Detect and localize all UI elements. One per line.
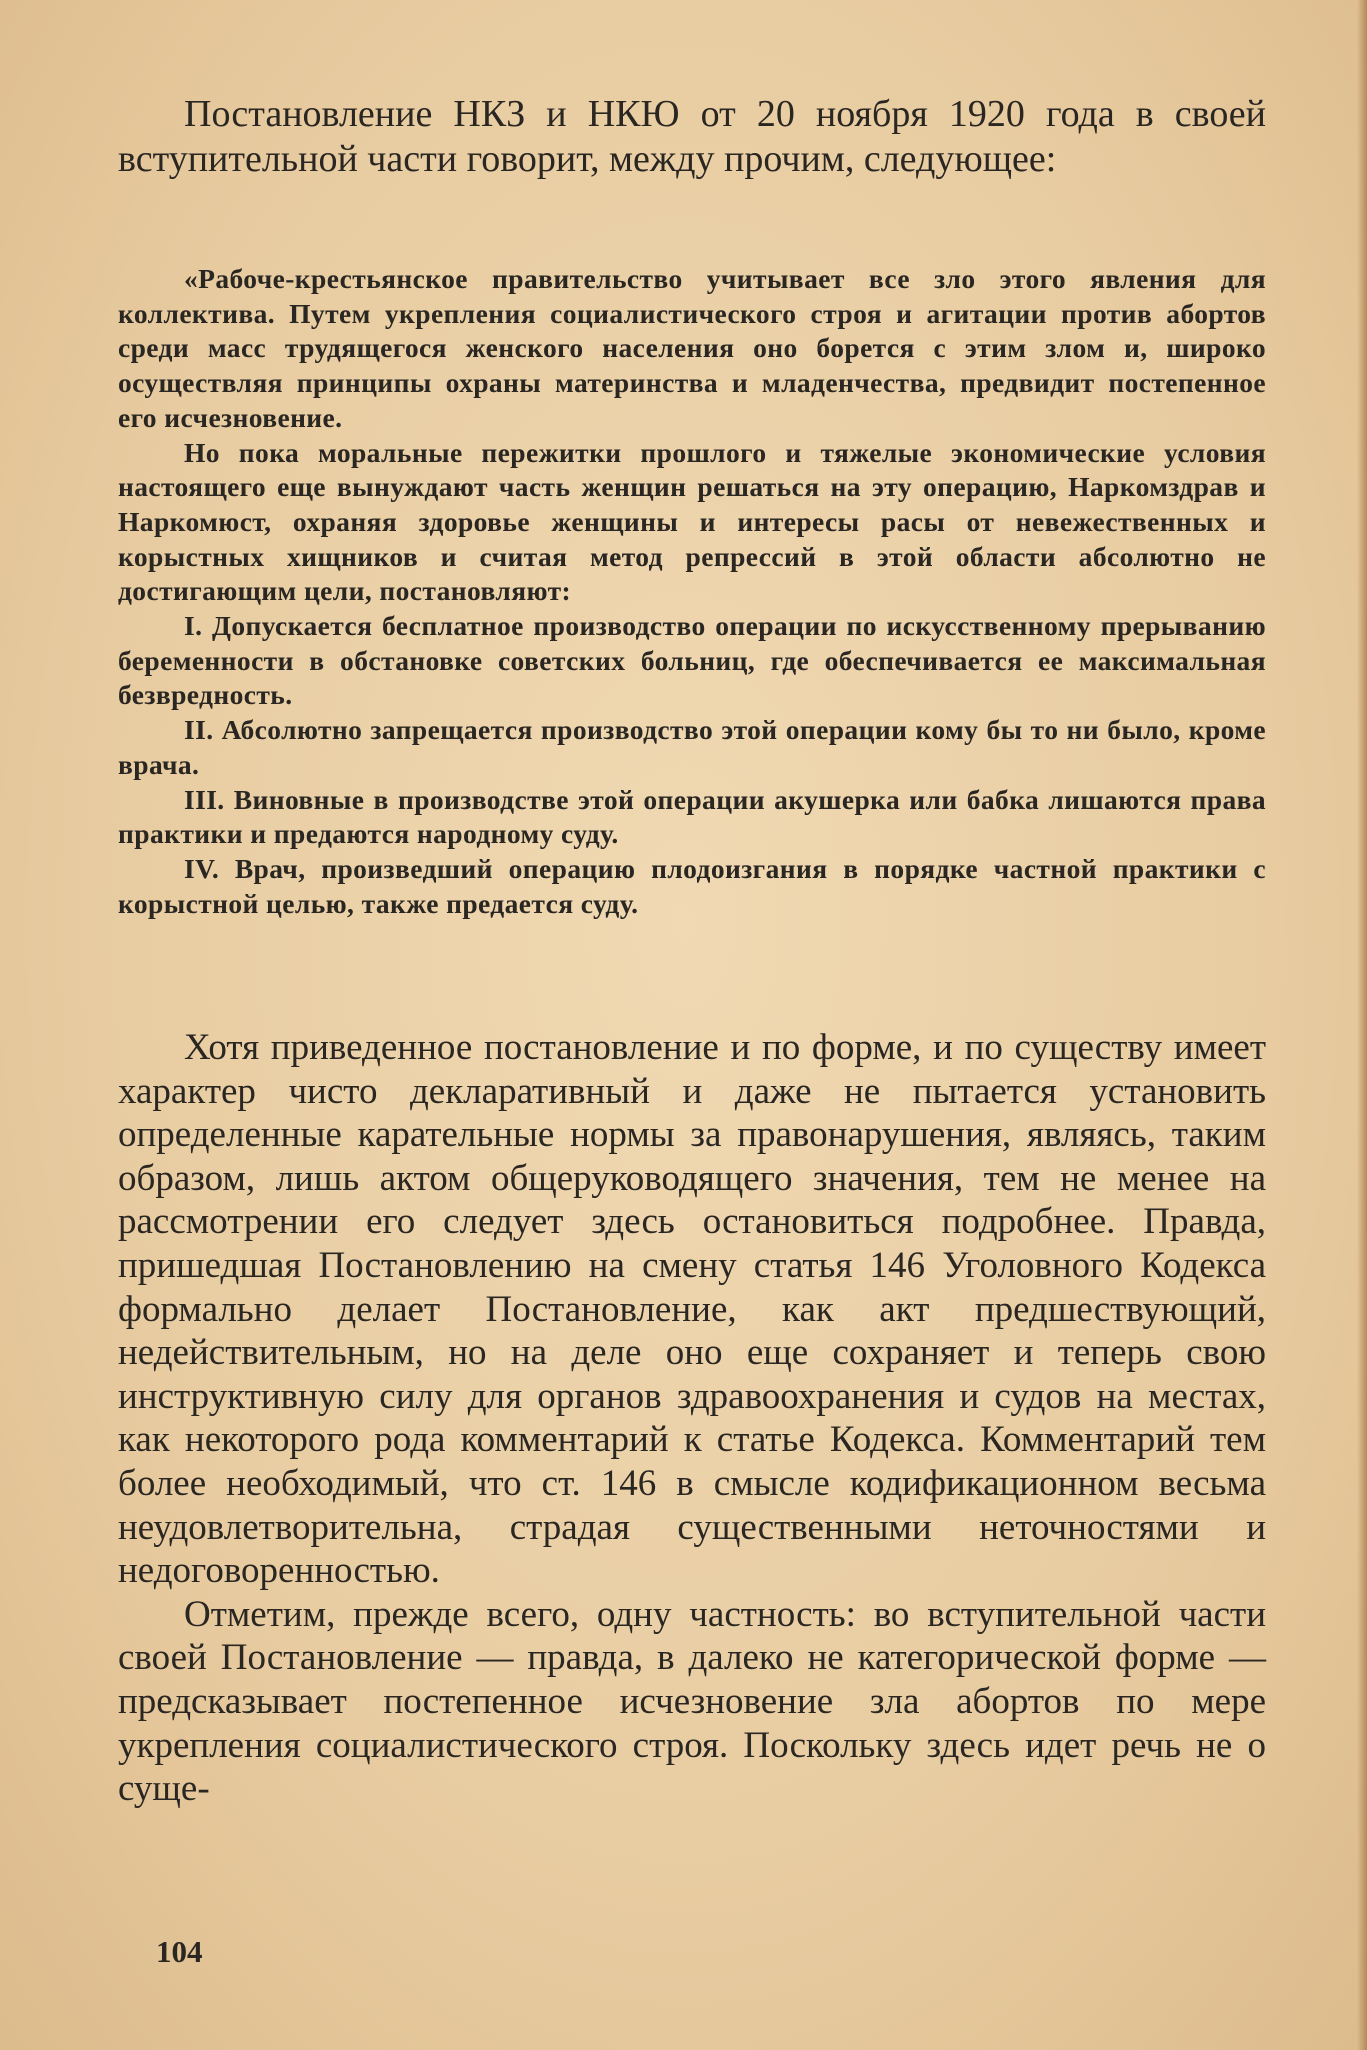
quote-item-4: IV. Врач, произведший операцию плодоизгания в порядке частной практики с корыстной целью, также предается суду. <box>118 852 1266 919</box>
body-text <box>118 1026 1266 1811</box>
quote-item-1: I. Допускается бесплатное производство операции по искусственному прерыванию беременности в обстановке советских больниц, где обеспечивается ее максимальная безвредность. <box>118 610 1266 711</box>
quote-item-2: II. Абсолютно запрещается производство этой операции кому бы то ни было, кроме врача. <box>118 714 1266 780</box>
quote-paragraph-2: Но пока моральные пережитки прошлого и тяжелые экономические условия настоящего еще вынуждают часть женщин решаться на эту операцию, Наркомздрав и Наркомюст, охраняя здоровье женщины и интересы расы от невежественных и корыстных хищников и считая метод репрессий в этой области абсолютно не достигающим цели, постановляют: <box>118 436 1266 607</box>
quote-paragraph-1: «Рабоче-крестьянское правительство учитывает все зло этого явления для коллектива. Путем укрепления социалистического строя и агитации против абортов среди масс трудящегося женского населения оно борется с этим злом и, широко осуществляя принципы охраны материнства и младенчества, предвидит постепенное его исчезновение. <box>118 263 1266 433</box>
body-paragraph-2: Отметим, прежде всего, одну частность: во вступительной части своей Постановление — правда, в далеко не категорической форме — предсказывает постепенное исчезновение зла абортов по мере укрепления социалистического строя. Поскольку здесь идет речь не о суще- <box>118 1593 1266 1810</box>
intro-paragraph: Постановление НКЗ и НКЮ от 20 ноября 1920 года в своей вступительной части говорит, между прочим, следующее: <box>118 93 1266 180</box>
page-number: 104 <box>156 1934 203 1969</box>
decree-quote <box>118 262 1266 921</box>
page-edge-shadow <box>1357 0 1367 2050</box>
quote-item-3: III. Виновные в производстве этой операции акушерка или бабка лишаются права практики и предаются народному суду. <box>118 783 1266 850</box>
body-paragraph-1: Хотя приведенное постановление и по форме, и по существу имеет характер чисто декларативный и даже не пытается установить определенные карательные нормы за правонарушения, являясь, таким образом, лишь актом общеруководящего значения, тем не менее на рассмотрении его следует здесь остановиться подробнее. Правда, пришедшая Постановлению на смену статья 146 Уголовного Кодекса формально делает Постановление, как акт предшествующий, недействительным, но на деле оно еще сохраняет и теперь свою инструктивную силу для органов здравоохранения и судов на местах, как некоторого рода комментарий к статье Кодекса. Комментарий тем более необходимый, что ст. 146 в смысле кодификационном весьма неудовлетворительна, страдая существенными неточностями и недоговоренностью. <box>118 1027 1266 1592</box>
